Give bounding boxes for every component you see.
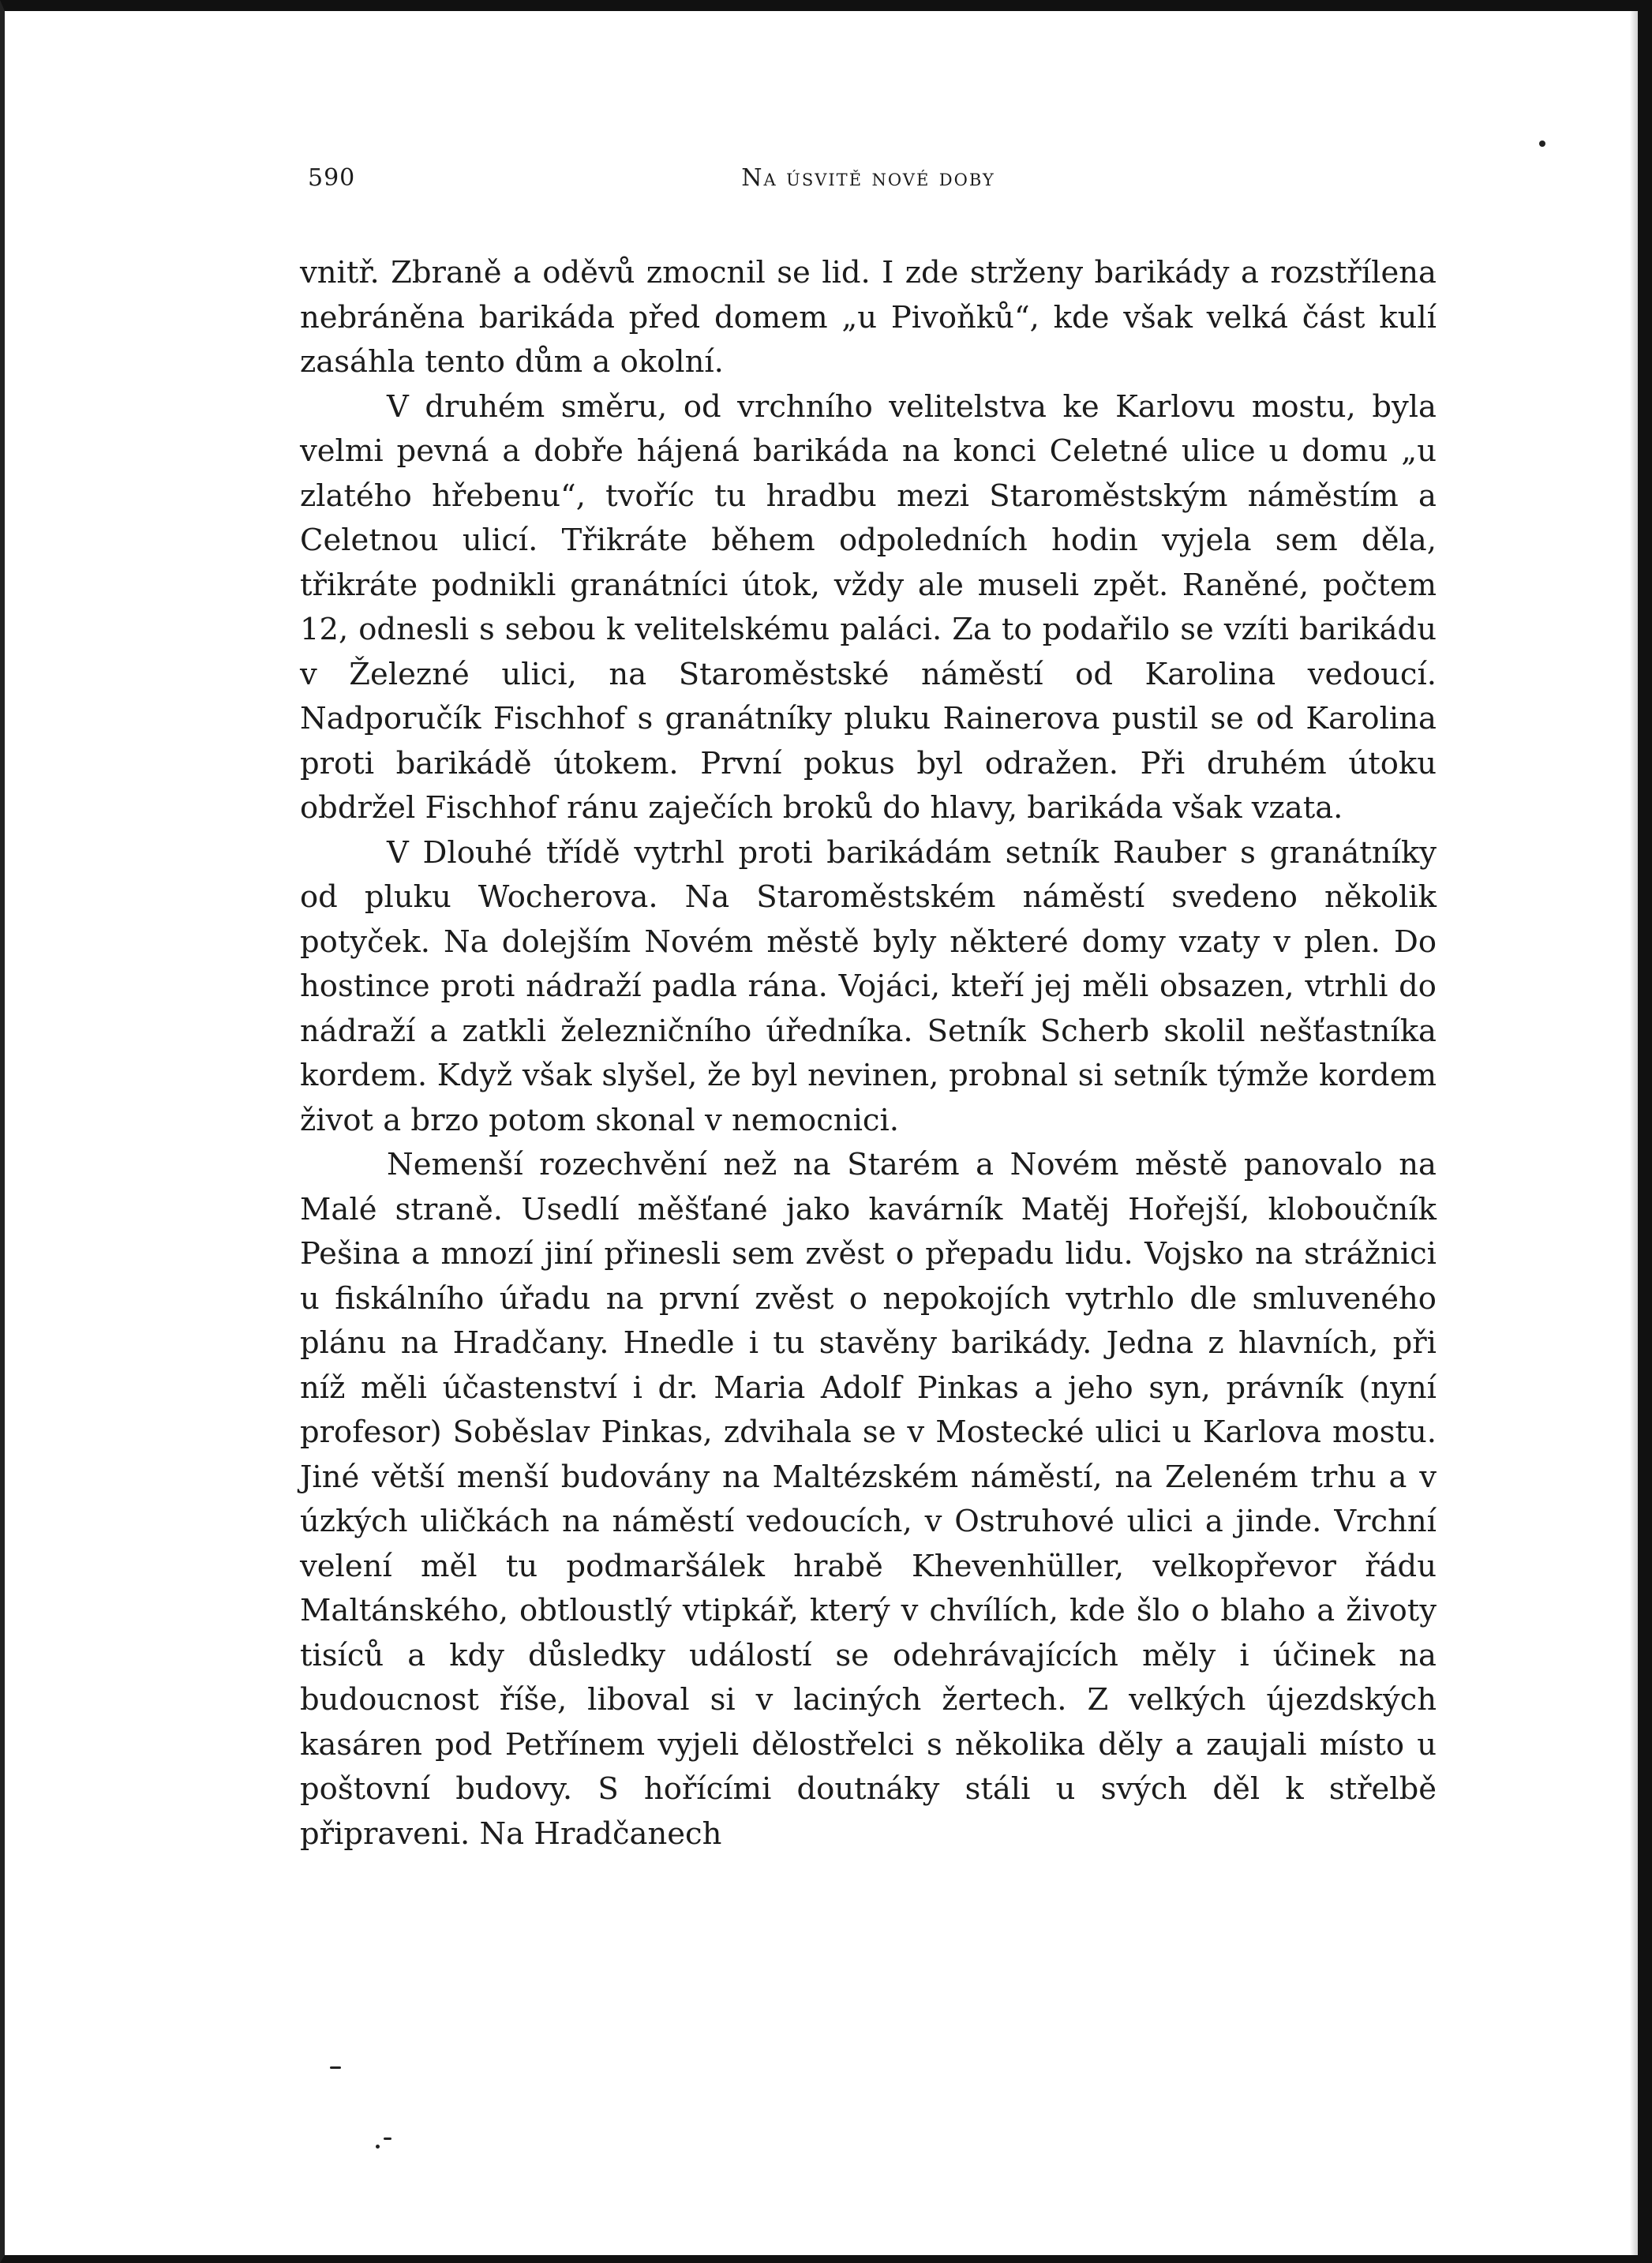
paragraph-2: V druhém směru, od vrchního velitelstva ke Karlovu mostu, byla velmi pevná a dobře hájená barikáda na konci Celetné ulice u domu „u zlatého hřebenu“, tvoříc tu hradbu mezi Staroměstským náměstím a Celetnou ulicí. Třikráte během odpoledních hodin vyjela sem děla, třikráte podnikli granátníci útok, vždy ale museli zpět. Raněné, počtem 12, odnesli s sebou k velitelskému paláci. Za to podařilo se vzíti barikádu v Železné ulici, na Staroměstské náměstí od Karolina vedoucí. Nadporučík Fischhof s granátníky pluku Rainerova pustil se od Karolina proti barikádě útokem. První pokus byl odražen. Při druhém útoku obdržel Fischhof ránu zaječích broků do hlavy, barikáda však vzata. (300, 388, 1437, 826)
paragraph-3: V Dlouhé třídě vytrhl proti barikádám setník Rauber s granátníky od pluku Wocherova. Na Staroměstském náměstí svedeno několik potyček. Na dolejším Novém městě byly některé domy vzaty v plen. Do hostince proti nádraží padla rána. Vojáci, kteří jej měli obsazen, vtrhli do nádraží a zatkli železničního úředníka. Setník Scherb skolil nešťastníka kordem. Když však slyšel, že byl nevinen, probnal si setník týmže kordem život a brzo potom skonal v nemocnici. (300, 834, 1437, 1138)
running-head: Na úsvitě nové doby (741, 164, 995, 192)
scan-speck (384, 2137, 391, 2140)
scan-speck (1539, 141, 1545, 147)
paragraph-4: Nemenší rozechvění než na Starém a Novém městě panovalo na Malé straně. Usedlí měšťané jako kavárník Matěj Hořejší, kloboučník Pešina a mnozí jiní přinesli sem zvěst o přepadu lidu. Vojsko na strážnici u fiskálního úřadu na první zvěst o nepokojích vytrhlo dle smluveného plánu na Hradčany. Hnedle i tu stavěny barikády. Jedna z hlavních, při níž měli účastenství i dr. Maria Adolf Pinkas a jeho syn, právník (nyní profesor) Soběslav Pinkas, zdvihala se v Mostecké ulici u Karlova mostu. Jiné větší menší budovány na Maltézském náměstí, na Zeleném trhu a v úzkých uličkách na náměstí vedoucích, v Ostruhové ulici a jinde. Vrchní velení měl tu podmaršálek hrabě Khevenhüller, velkopřevor řádu Maltánského, obtloustlý vtipkář, který v chvílích, kde šlo o blaho a životy tisíců a kdy důsledky událostí se odehrávajících měly i účinek na budoucnost říše, liboval si v laciných žertech. Z velkých újezdských kasáren pod Petřínem vyjeli dělostřelci s několika děly a zaujali místo u poštovní budovy. S hořícími doutnáky stáli u svých děl k střelbě připraveni. Na Hradčanech (300, 1147, 1437, 1852)
page-header (300, 142, 1437, 197)
paragraph-1: vnitř. Zbraně a oděvů zmocnil se lid. I zde strženy barikády a rozstřílena nebráněna barikáda před domem „u Pivoňků“, kde však velká část kulí zasáhla tento dům a okolní. (300, 255, 1437, 380)
scan-edge-shadow (1630, 11, 1638, 2255)
scan-speck (376, 2145, 380, 2149)
book-page (300, 142, 1437, 1856)
body-text (300, 251, 1437, 1856)
page-number: 590 (308, 164, 356, 192)
scan-speck (330, 2066, 341, 2069)
